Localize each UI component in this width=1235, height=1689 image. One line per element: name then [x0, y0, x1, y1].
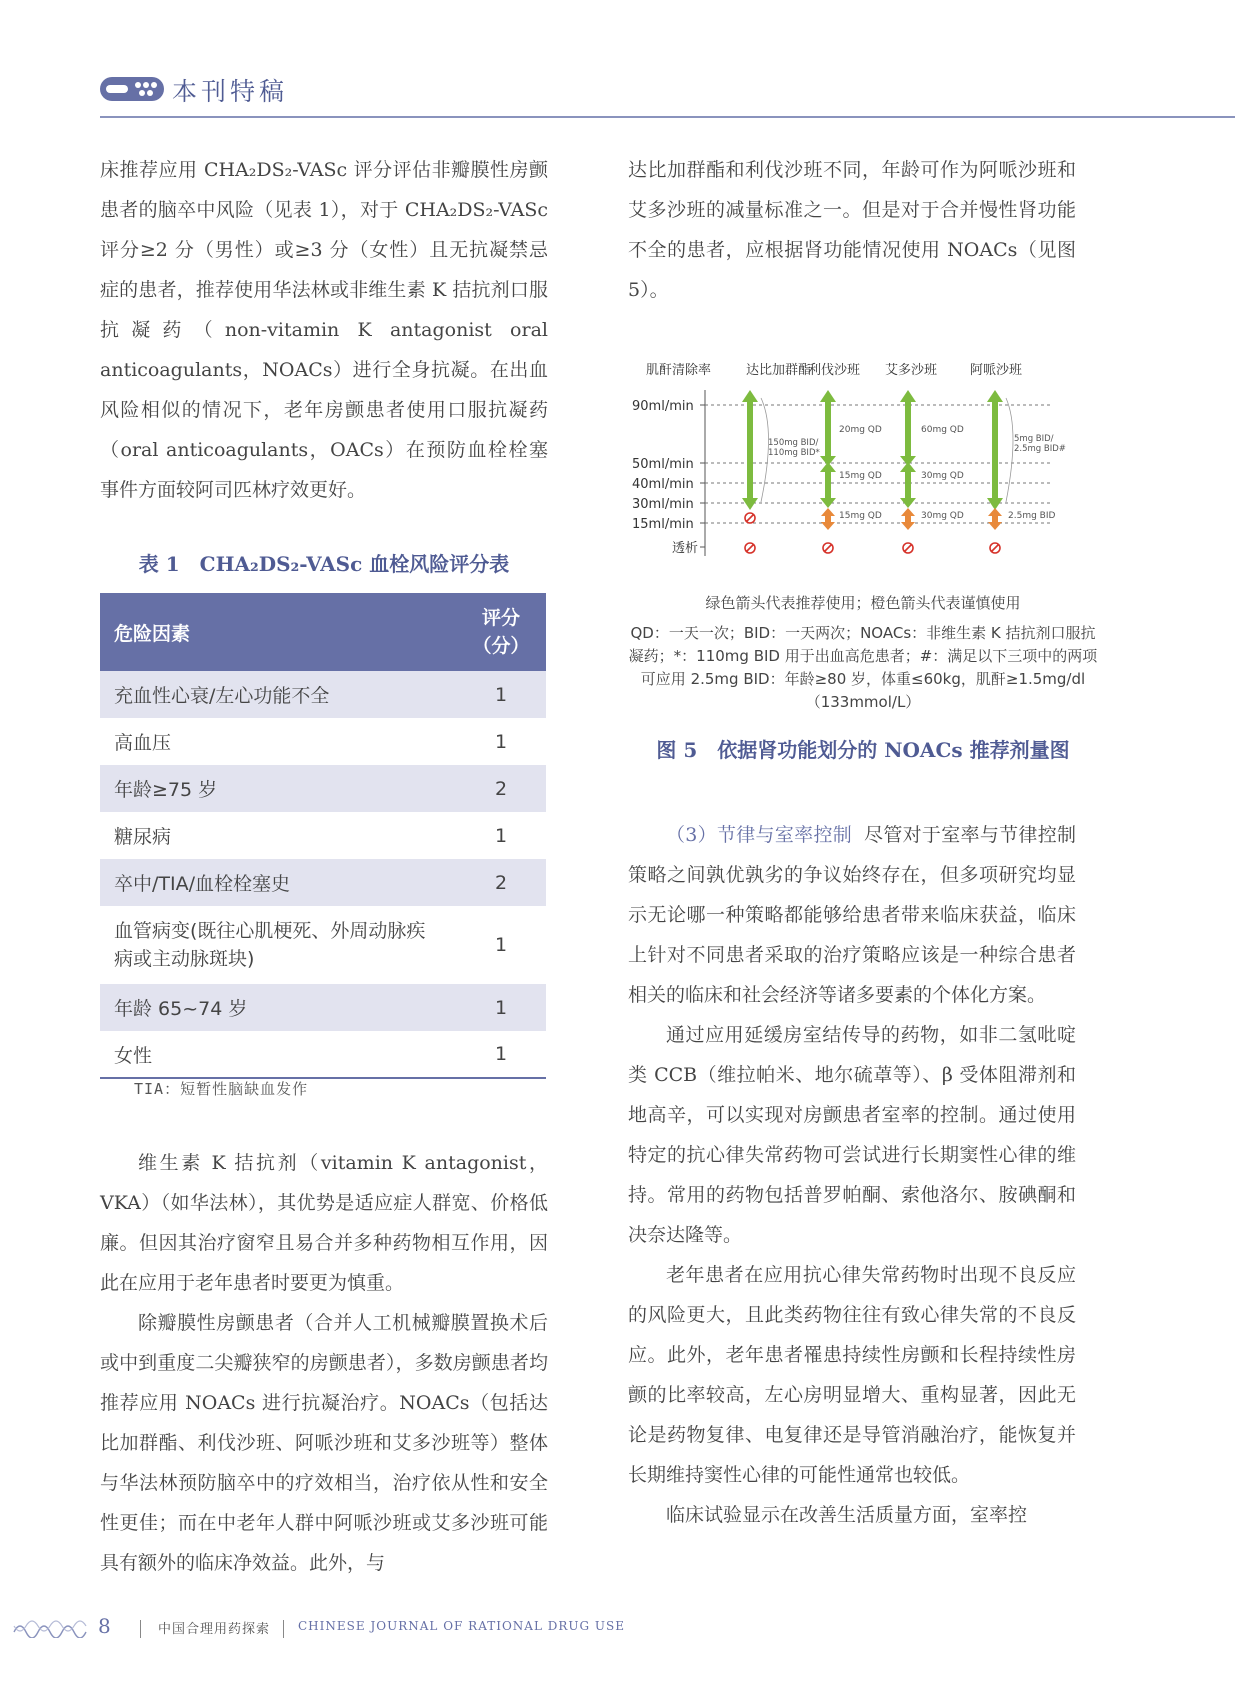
risk-score: 2 — [456, 859, 546, 906]
rivaroxaban-dose-high: 20mg QD — [839, 425, 882, 435]
risk-factor: 充血性心衰/左心功能不全 — [100, 671, 456, 718]
prohibit-icon — [903, 543, 913, 553]
right-column-top — [628, 150, 1076, 310]
prohibit-icon — [745, 543, 755, 553]
prohibit-icon — [745, 513, 755, 523]
table-row — [100, 718, 546, 765]
noac-dose-figure — [628, 350, 1098, 595]
table-row — [100, 765, 546, 812]
risk-score: 1 — [456, 1031, 546, 1078]
apixaban-dose-line1: 5mg BID/ — [1014, 434, 1054, 444]
dabigatran-arrow — [742, 390, 758, 510]
risk-factor: 年龄 65~74 岁 — [100, 984, 456, 1031]
page-header — [0, 0, 1235, 120]
rivaroxaban-arrow-caution — [821, 508, 835, 530]
left-paragraph-2: 维生素 K 拮抗剂（vitamin K antagonist，VKA）（如华法林），其优势是适应症人群宽、价格低廉。但因其治疗窗窄且易合并多种药物相互作用，因此在应用于老年患者时要更为慎重。 — [100, 1152, 548, 1294]
risk-factor: 糖尿病 — [114, 826, 172, 848]
section-title: 本刊特稿 — [172, 77, 289, 106]
right-paragraph-3: 通过应用延缓房室结传导的药物，如非二氢吡啶类 CCB（维拉帕米、地尔硫䓬等）、β 受体阻滞剂和地高辛，可以实现对房颤患者室率的控制。通过使用特定的抗心律失常药物可尝试进行长期窦性心律的维持。常用的药物包括普罗帕酮、索他洛尔、胺碘酮和决奈达隆等。 — [628, 1024, 1076, 1246]
figure-drug-label: 达比加群酯 — [746, 363, 812, 378]
left-paragraph-3: 除瓣膜性房颤患者（合并人工机械瓣膜置换术后或中到重度二尖瓣狭窄的房颤患者），多数房颤患者均推荐应用 NOACs 进行抗凝治疗。NOACs（包括达比加群酯、利伐沙班、阿哌沙班和艾多沙班等）整体与华法林预防脑卒中的疗效相当，治疗依从性和安全性更佳；而在中老年人群中阿哌沙班或艾多沙班可能具有额外的临床净效益。此外，与 — [100, 1312, 548, 1574]
header-risk-factor: 危险因素 — [100, 593, 456, 671]
apixaban-dose-caution: 2.5mg BID — [1008, 511, 1056, 521]
risk-factor: 年龄≥75 岁 — [100, 765, 456, 812]
page-number: 8 — [98, 1614, 111, 1638]
risk-score: 1 — [494, 824, 508, 847]
section-subheading: （3）节律与室率控制 — [666, 824, 853, 846]
apixaban-arrow-caution — [988, 508, 1002, 530]
header-divider — [100, 116, 1235, 118]
risk-factor: 血管病变(既往心肌梗死、外周动脉疾病或主动脉斑块) — [114, 920, 426, 970]
footer-divider — [140, 1620, 141, 1638]
table-row — [100, 1031, 546, 1078]
header-score: 评分（分） — [456, 593, 546, 671]
risk-factor: 卒中/TIA/血栓栓塞史 — [100, 859, 456, 906]
right-column-lower — [628, 815, 1076, 1535]
right-paragraph-2 — [628, 815, 1076, 1015]
figure-legend: 绿色箭头代表推荐使用；橙色箭头代表谨慎使用 — [705, 594, 1021, 612]
table-row — [100, 859, 546, 906]
rivaroxaban-arrow-high — [820, 390, 836, 466]
risk-score: 2 — [456, 765, 546, 812]
risk-score: 1 — [494, 730, 508, 753]
right-paragraph-5: 临床试验显示在改善生活质量方面，室率控 — [666, 1504, 1028, 1526]
left-paragraph-1: 床推荐应用 CHA₂DS₂-VASc 评分评估非瓣膜性房颤患者的脑卒中风险（见表 1），对于 CHA₂DS₂-VASc 评分≥2 分（男性）或≥3 分（女性）且无抗凝禁忌症的患者，推荐使用华法林或非维生素 K 拮抗剂口服抗凝药（non-vitamin K antagonist oral anticoagulants，NOACs）进行全身抗凝。在出血风险相似的情况下，老年房颤患者使用口服抗凝药（oral anticoagulants，OACs）在预防血栓栓塞事件方面较阿司匹林疗效更好。 — [100, 159, 548, 501]
prohibit-icon — [990, 543, 1000, 553]
figure-row-label: 15ml/min — [632, 517, 694, 532]
figure-note-line: （133mmol/L） — [805, 693, 921, 711]
figure-row-label: 50ml/min — [632, 457, 694, 472]
figure-note — [628, 622, 1098, 714]
edoxaban-dose-caution: 30mg QD — [921, 511, 964, 521]
figure-note-line: QD：一天一次；BID：一天两次；NOACs：非维生素 K 拮抗剂口服抗 — [630, 624, 1096, 642]
risk-factor: 高血压 — [114, 732, 172, 754]
table-footnote: TIA：短暂性脑缺血发作 — [134, 1080, 309, 1098]
table-header-row — [100, 593, 546, 671]
table-caption: 表 1 CHA₂DS₂-VASc 血栓风险评分表 — [138, 552, 510, 576]
apixaban-bracket — [1006, 398, 1013, 502]
risk-score: 1 — [494, 934, 508, 956]
table-row — [100, 984, 546, 1031]
dabigatran-dose-line1: 150mg BID/ — [768, 438, 819, 448]
edoxaban-dose-high: 60mg QD — [921, 425, 964, 435]
figure-note-line: 凝药；*：110mg BID 用于出血高危患者；#：满足以下三项中的两项 — [628, 647, 1098, 665]
edoxaban-dose-low: 30mg QD — [921, 471, 964, 481]
table-row — [100, 906, 546, 984]
risk-score: 1 — [456, 984, 546, 1031]
figure-drug-label: 艾多沙班 — [885, 363, 938, 378]
rivaroxaban-dose-low: 15mg QD — [839, 471, 882, 481]
prohibit-icon — [823, 543, 833, 553]
figure-col-header: 肌酐清除率 — [646, 363, 712, 378]
table-row — [100, 812, 546, 859]
page-footer — [0, 1610, 1235, 1650]
figure-drug-label: 利伐沙班 — [808, 363, 861, 378]
risk-factor: 女性 — [100, 1031, 456, 1078]
apixaban-dose-line2: 2.5mg BID# — [1014, 444, 1066, 454]
left-column-lower — [100, 1143, 548, 1583]
journal-name-cn: 中国合理用药探索 — [158, 1622, 271, 1637]
figure-caption: 图 5 依据肾功能划分的 NOACs 推荐剂量图 — [656, 738, 1070, 762]
edoxaban-arrow-low — [900, 462, 916, 508]
figure-row-label: 40ml/min — [632, 477, 694, 492]
figure-gridlines — [705, 405, 1050, 523]
journal-name-en: CHINESE JOURNAL OF RATIONAL DRUG USE — [298, 1619, 626, 1633]
figure-row-label: 30ml/min — [632, 497, 694, 512]
figure-note-line: 可应用 2.5mg BID：年龄≥80 岁，体重≤60kg，肌酐≥1.5mg/dl — [640, 670, 1086, 688]
risk-score-table — [100, 593, 546, 1079]
table-row — [100, 671, 546, 718]
journal-logo-icon — [100, 74, 166, 104]
figure-row-label: 透析 — [672, 541, 699, 556]
right-paragraph-2-text: 尽管对于室率与节律控制策略之间孰优孰劣的争议始终存在，但多项研究均显示无论哪一种策略都能够给患者带来临床获益，临床上针对不同患者采取的治疗策略应该是一种综合患者相关的临床和社会经济等诸多要素的个体化方案。 — [628, 824, 1076, 1006]
figure-drug-label: 阿哌沙班 — [970, 363, 1023, 378]
figure-row-label: 90ml/min — [632, 399, 694, 414]
right-paragraph-1: 达比加群酯和利伐沙班不同，年龄可作为阿哌沙班和艾多沙班的减量标准之一。但是对于合并慢性肾功能不全的患者，应根据肾功能情况使用 NOACs（见图 5）。 — [628, 159, 1076, 301]
apixaban-arrow — [987, 390, 1003, 510]
figure-axis-ticks — [700, 405, 705, 547]
rivaroxaban-dose-caution: 15mg QD — [839, 511, 882, 521]
risk-score: 1 — [456, 671, 546, 718]
right-paragraph-4: 老年患者在应用抗心律失常药物时出现不良反应的风险更大，且此类药物往往有致心律失常的不良反应。此外，老年患者罹患持续性房颤和长程持续性房颤的比率较高，左心房明显增大、重构显著，因此无论是药物复律、电复律还是导管消融治疗，能恢复并长期维持窦性心律的可能性通常也较低。 — [628, 1264, 1076, 1486]
edoxaban-arrow-caution — [901, 508, 915, 530]
left-column — [100, 150, 548, 510]
edoxaban-arrow-high — [900, 390, 916, 466]
footer-divider — [283, 1620, 284, 1638]
rivaroxaban-arrow-low — [820, 462, 836, 508]
footer-wave-icon — [12, 1618, 92, 1638]
dabigatran-dose-line2: 110mg BID* — [768, 448, 820, 458]
